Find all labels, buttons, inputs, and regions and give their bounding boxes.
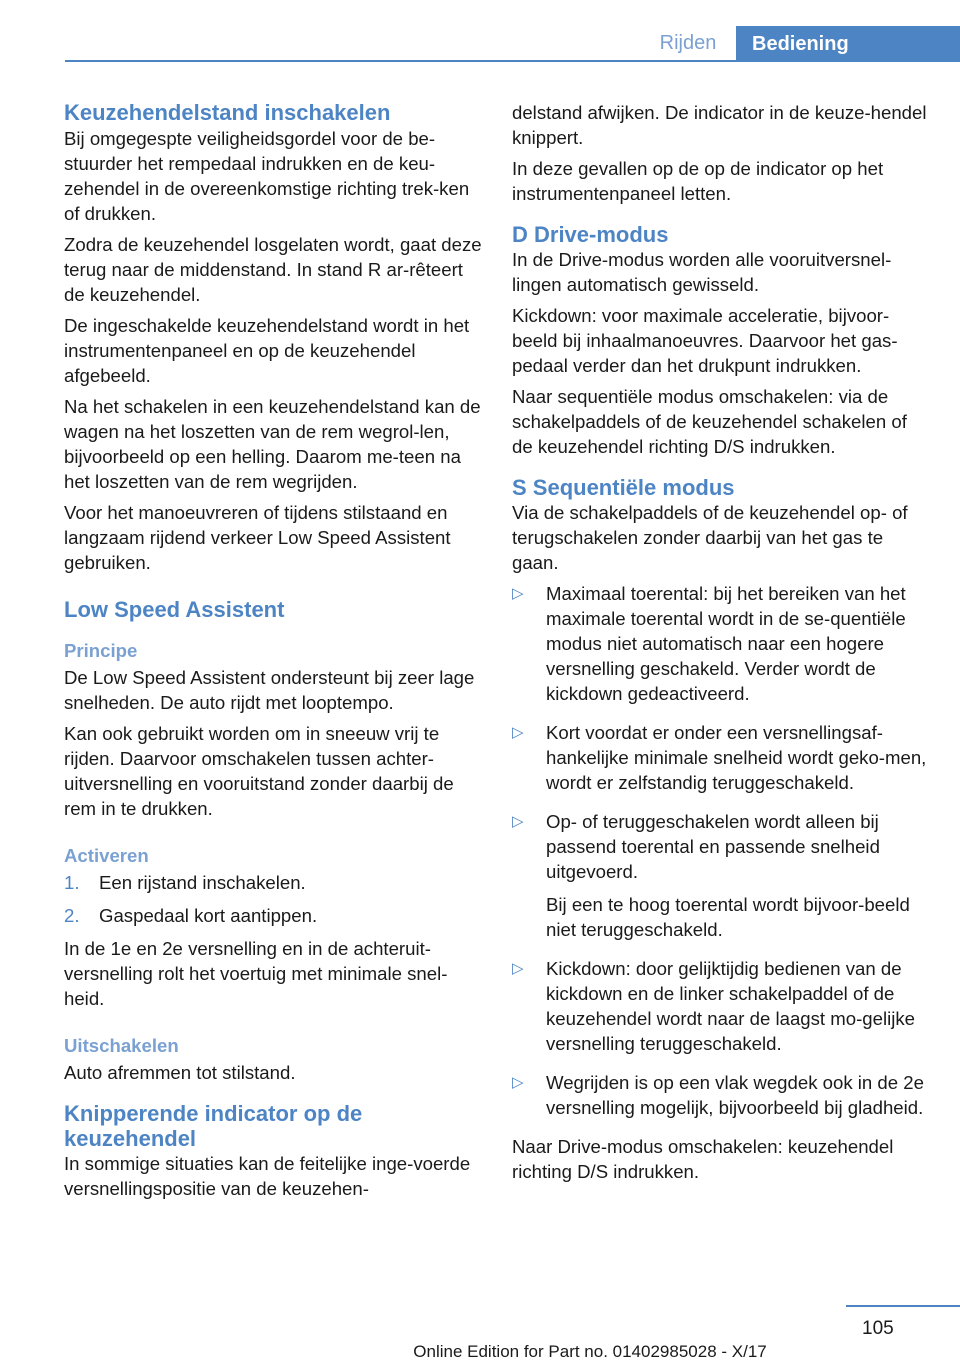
footer-edition: Online Edition for Part no. 01402985028 - X/17 xyxy=(413,1342,767,1361)
paragraph: Na het schakelen in een keuzehendelstand kan de wagen na het loszetten van de rem wegrol-len, bijvoorbeeld op een helling. Daarom me-teen na het loszetten van de rem wegrijden. xyxy=(64,396,481,492)
subheading-uitschakelen: Uitschakelen xyxy=(64,1035,179,1056)
footer-rule xyxy=(846,1305,960,1307)
heading-low-speed-assistent: Low Speed Assistent xyxy=(64,597,285,622)
step-number: 1. xyxy=(64,872,80,893)
triangle-bullet-icon: ▷ xyxy=(512,724,524,741)
paragraph: In de 1e en 2e versnelling en in de achteruit-versnelling rolt het voertuig met minimale snel-heid. xyxy=(64,938,448,1009)
paragraph: In deze gevallen op de op de indicator op het instrumentenpaneel letten. xyxy=(512,158,884,204)
heading-knipperende-indicator: Knipperende indicator op de keuzehendel xyxy=(64,1101,363,1151)
paragraph: Kickdown: voor maximale acceleratie, bijvoor-beeld bij inhaalmanoeuvres. Daarvoor het gas-pedaal verder dan het drukpunt indrukken. xyxy=(512,305,898,376)
subheading-activeren: Activeren xyxy=(64,845,149,866)
triangle-bullet-icon: ▷ xyxy=(512,813,524,830)
bullet-text: Kort voordat er onder een versnellingsaf-hankelijke minimale snelheid wordt geko-men, wordt er zelfstandig teruggeschakeld. xyxy=(546,722,927,793)
bullet-text: Wegrijden is op een vlak wegdek ook in de 2e versnelling mogelijk, bijvoorbeeld bij gladheid. xyxy=(546,1072,924,1118)
triangle-bullet-icon: ▷ xyxy=(512,1074,524,1091)
list-item xyxy=(512,581,932,706)
paragraph: Naar sequentiële modus omschakelen: via de schakelpaddels of de keuzehendel schakelen of de keuzehendel richting D/S indrukken. xyxy=(512,386,907,457)
bullet-text: Maximaal toerental: bij het bereiken van het maximale toerental wordt in de se-quentiële modus niet automatisch naar een hogere versnelling geschakeld. Verder wordt de kickdown gedeactiveerd. xyxy=(546,583,906,704)
triangle-bullet-icon: ▷ xyxy=(512,585,524,602)
bullet-text: Op- of teruggeschakelen wordt alleen bij passend toerental en passende snelheid uitgevoerd. xyxy=(546,811,880,882)
step-number: 2. xyxy=(64,905,80,926)
list-item xyxy=(64,903,482,928)
triangle-bullet-icon: ▷ xyxy=(512,960,524,977)
paragraph: Kan ook gebruikt worden om in sneeuw vrij te rijden. Daarvoor omschakelen tussen achter-uitversnelling en vooruitstand zonder daarbij de rem in te drukken. xyxy=(64,723,454,819)
paragraph: In de Drive-modus worden alle vooruitversnel-lingen automatisch gewisseld. xyxy=(512,249,892,295)
bullet-text: Kickdown: door gelijktijdig bedienen van de kickdown en de linker schakelpaddel of de keuzehendel wordt naar de laagst mo-gelijke versnelling teruggeschakeld. xyxy=(546,958,915,1054)
bullet-subtext: Bij een te hoog toerental wordt bijvoor-beeld niet teruggeschakeld. xyxy=(546,894,910,940)
list-item xyxy=(512,809,932,942)
steps-list xyxy=(64,870,482,928)
step-text: Een rijstand inschakelen. xyxy=(99,872,306,893)
heading-drive-modus: D Drive-modus xyxy=(512,222,669,247)
heading-keuzehendelstand: Keuzehendelstand inschakelen xyxy=(64,100,391,125)
list-item xyxy=(512,956,932,1056)
paragraph: De Low Speed Assistent ondersteunt bij zeer lage snelheden. De auto rijdt met looptempo. xyxy=(64,667,475,713)
section-tab-bediening: Bediening xyxy=(736,26,960,62)
subheading-principe: Principe xyxy=(64,640,138,661)
page-number: 105 xyxy=(862,1318,894,1339)
paragraph: delstand afwijken. De indicator in de keuze-hendel knippert. xyxy=(512,102,927,148)
paragraph: Voor het manoeuvreren of tijdens stilstaand en langzaam rijdend verkeer Low Speed Assistent gebruiken. xyxy=(64,502,451,573)
paragraph: Via de schakelpaddels of de keuzehendel op- of terugschakelen zonder daarbij van het gas te gaan. xyxy=(512,502,908,573)
paragraph: Naar Drive-modus omschakelen: keuzehendel richting D/S indrukken. xyxy=(512,1136,894,1182)
header-rule xyxy=(65,60,960,62)
heading-sequentiele-modus: S Sequentiële modus xyxy=(512,475,735,500)
left-column xyxy=(64,100,482,1207)
bullet-list xyxy=(512,581,932,1120)
paragraph: De ingeschakelde keuzehendelstand wordt in het instrumentenpaneel en op de keuzehendel afgebeeld. xyxy=(64,315,470,386)
right-column xyxy=(512,100,932,1190)
step-text: Gaspedaal kort aantippen. xyxy=(99,905,318,926)
section-tab-rijden: Rijden xyxy=(659,32,717,54)
list-item xyxy=(512,1070,932,1120)
paragraph: Auto afremmen tot stilstand. xyxy=(64,1062,296,1083)
paragraph: Bij omgegespte veiligheidsgordel voor de be-stuurder het rempedaal indrukken en de keu-zehendel in de overeenkomstige richting trek-ken of drukken. xyxy=(64,128,470,224)
paragraph: Zodra de keuzehendel losgelaten wordt, gaat deze terug naar de middenstand. In stand R ar-rêteert de keuzehendel. xyxy=(64,234,482,305)
list-item xyxy=(512,720,932,795)
list-item xyxy=(64,870,482,895)
paragraph: In sommige situaties kan de feitelijke inge-voerde versnellingspositie van de keuzehen- xyxy=(64,1153,471,1199)
